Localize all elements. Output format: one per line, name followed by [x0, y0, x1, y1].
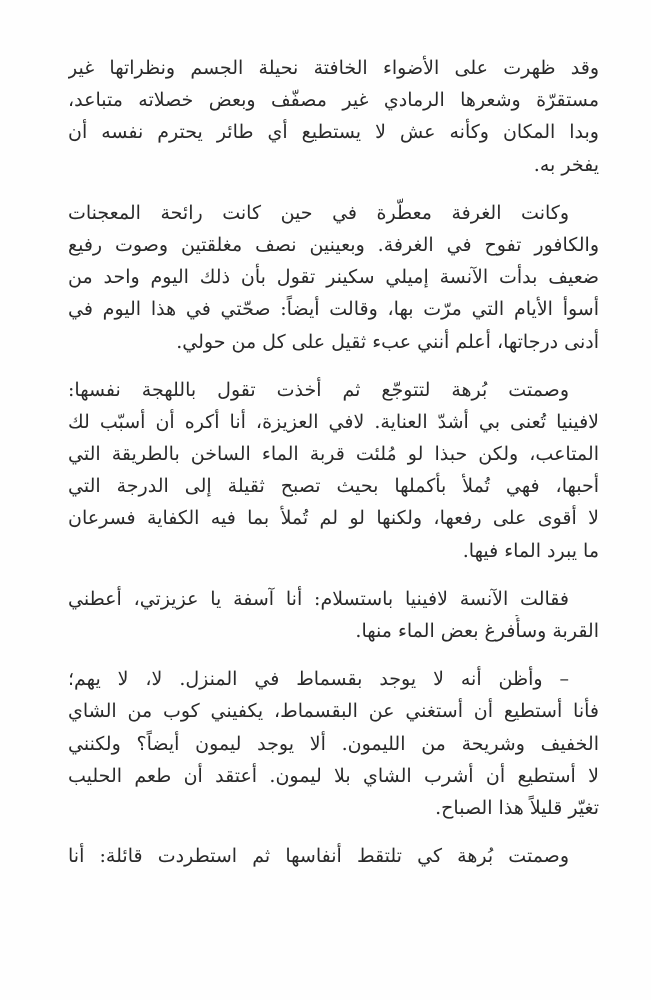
- paragraph: [68, 374, 599, 567]
- text-line: المتاعب، ولكن حبذا لو مُلئت قربة الماء الساخن بالطريقة التي: [68, 443, 599, 466]
- paragraph: [68, 840, 599, 872]
- text-line: لافينيا تُعنى بي أشدّ العناية. لافي العزيزة، أنا أكره أن أسبّب لك: [68, 410, 599, 433]
- text-line: وكانت الغرفة معطّرة في حين كانت رائحة المعجنات: [68, 201, 569, 224]
- text-line: أحبها، فهي تُملأ بأكملها بحيث تصبح ثقيلة إلى الدرجة التي: [68, 475, 599, 498]
- text-line: لا أستطيع أن أشرب الشاي بلا ليمون. أعتقد أن طعم الحليب: [68, 764, 599, 787]
- paragraph: [68, 52, 599, 181]
- text-line: لا أقوى على رفعها، ولكنها لو لم تُملأ بما فيه الكفاية فسرعان: [68, 507, 599, 530]
- text-line: تغيّر قليلاً هذا الصباح.: [435, 796, 599, 819]
- text-line: – وأظن أنه لا يوجد بقسماط في المنزل. لا، لا يهم؛: [68, 668, 569, 691]
- text-line: فقالت الآنسة لافينيا باستسلام: أنا آسفة يا عزيزتي، أعطني: [68, 587, 569, 610]
- text-line: وبدا المكان وكأنه عش لا يستطيع أي طائر يحترم نفسه أن: [68, 121, 599, 144]
- paragraph: [68, 197, 599, 358]
- text-line: فأنا أستطيع أن أستغني عن البقسماط، يكفيني كوب من الشاي: [68, 700, 599, 723]
- page-text: [68, 52, 599, 872]
- text-line: أسوأ الأيام التي مرّت بها، وقالت أيضاً: صحّتي في هذا اليوم في: [68, 298, 599, 321]
- paragraph: [68, 583, 599, 647]
- text-line: مستقرّة وشعرها الرمادي غير مصفّف وبعض خصلاته متباعد،: [68, 89, 599, 112]
- text-line: يفخر به.: [533, 153, 599, 176]
- text-line: والكافور تفوح في الغرفة. وبعينين نصف مغلقتين وصوت رفيع: [68, 233, 599, 256]
- text-line: ضعيف بدأت الآنسة إميلي سكينر تقول بأن ذلك اليوم واحد من: [68, 266, 599, 289]
- text-line: الخفيف وشريحة من الليمون. ألا يوجد ليمون أيضاً؟ ولكنني: [68, 732, 599, 755]
- text-line: القربة وسأُفرغ بعض الماء منها.: [355, 620, 599, 642]
- text-line: وقد ظهرت على الأضواء الخافتة نحيلة الجسم ونظراتها غير: [68, 57, 599, 79]
- text-line: أدنى درجاتها، أعلم أنني عبء ثقيل على كل من حولي.: [176, 330, 599, 353]
- text-line: وصمتت بُرهة كي تلتقط أنفاسها ثم استطردت قائلة: أنا: [68, 845, 569, 868]
- text-line: وصمتت بُرهة لتتوجّع ثم أخذت تقول باللهجة نفسها:: [68, 378, 569, 401]
- text-line: ما يبرد الماء فيها.: [462, 539, 599, 562]
- paragraph: [68, 663, 599, 824]
